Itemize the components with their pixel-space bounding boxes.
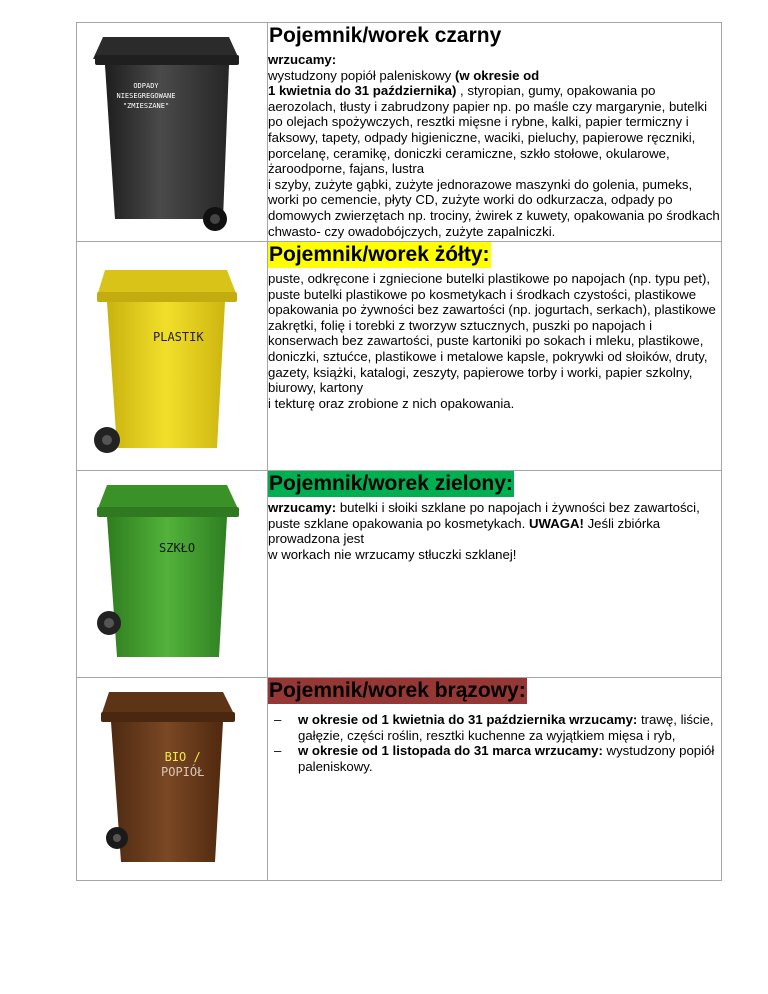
bin-description-black: wrzucamy: wystudzony popiół paleniskowy (w okresie od 1 kwietnia do 31 października) , styropian, gumy, opakowania po aerozolach, tłusty i zabrudzony papier np. po maśle czy margarynie, butelki po olejach spożywczych, resztki mięsne i rybne, kalki, papier termiczny i faksowy, tapety, odpady higieniczne, waciki, pieluchy, papierowe ręczniki, porcelanę, ceramikę, doniczki ceramiczne, szkło stołowe, okularowe, żaroodporne, fajans, lustra i szyby, zużyte gąbki, zużyte jednorazowe maszynki do golenia, pumeks, worki po cemencie, płyty CD, zużyte worki do odkurzacza, odpady po domowych zwierzętach np. trociny, żwirek z kuwety, opakowania po środkach chwasto- czy owadobójczych, zużyte zapalniczki.	[268, 52, 720, 239]
brown-bin-label: BIO / POPIÓŁ	[161, 750, 205, 779]
bin-row-yellow	[77, 242, 722, 471]
bin-row-green	[77, 471, 722, 678]
green-bin-image	[77, 471, 267, 677]
bin-description-green: wrzucamy: butelki i słoiki szklane po napojach i żywności bez zawartości, puste szklane opakowania po kosmetykach. UWAGA! Jeśli zbiórka prowadzona jest w workach nie wrzucamy stłuczki szklanej!	[268, 500, 700, 562]
bin-row-black	[77, 23, 722, 242]
bin-text-cell-yellow	[268, 242, 722, 471]
bin-description-yellow: puste, odkręcone i zgniecione butelki plastikowe po napojach (np. typu pet), puste butelki plastikowe po kosmetykach i środkach czystości, plastikowe opakowania po żywności bez zawartości (np. jogurtach, serkach), plastikowe zakrętki, folię i torebki z tworzyw sztucznych, puszki po napojach i konserwach bez zawartości, puste kartoniki po sokach i mleku, plastikowe, doniczki, sztućce, plastikowe i metalowe kapsle, pokrywki od słoików, druty, gazety, książki, katalogi, zeszyty, papierowe torby i worki, papier szkolny, biurowy, kartony i tekturę oraz zrobione z nich opakowania.	[268, 271, 716, 411]
green-bin-label: SZKŁO	[159, 541, 196, 555]
bin-text-cell-black	[268, 23, 722, 242]
black-bin-label: ODPADY NIESEGREGOWANE "ZMIESZANE"	[116, 82, 176, 110]
yellow-bin-label: PLASTIK	[153, 330, 204, 344]
brown-bin-list	[268, 712, 721, 774]
bin-row-brown	[77, 678, 722, 881]
black-bin-image	[77, 23, 267, 241]
bin-image-cell-green	[77, 471, 268, 678]
bin-image-cell-brown	[77, 678, 268, 881]
bin-image-cell-yellow	[77, 242, 268, 471]
bin-text-cell-green	[268, 471, 722, 678]
list-item: – w okresie od 1 kwietnia do 31 października wrzucamy: trawę, liście, gałęzie, części roślin, resztki kuchenne za wyjątkiem mięsa i ryb,	[274, 712, 714, 743]
waste-bins-table	[76, 22, 722, 881]
list-item: – w okresie od 1 listopada do 31 marca wrzucamy: wystudzony popiół paleniskowy.	[274, 743, 715, 774]
yellow-bin-image	[77, 242, 267, 470]
bin-title-green: Pojemnik/worek zielony:	[269, 472, 513, 495]
bin-text-cell-brown	[268, 678, 722, 881]
bin-title-black: Pojemnik/worek czarny	[269, 24, 502, 47]
bin-title-yellow: Pojemnik/worek żółty:	[269, 243, 490, 266]
bin-title-brown: Pojemnik/worek brązowy:	[269, 679, 526, 702]
bin-image-cell-black	[77, 23, 268, 242]
